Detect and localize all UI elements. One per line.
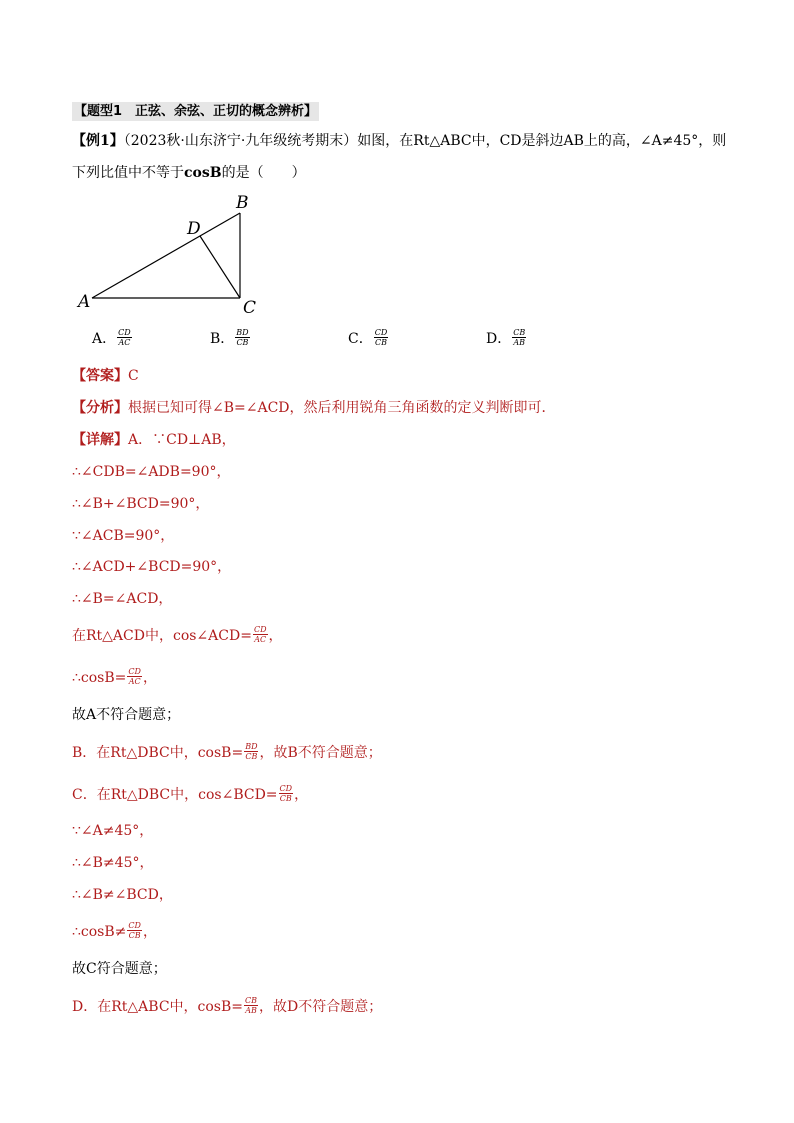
detail-line-11-num: CD xyxy=(279,783,293,793)
side-ab xyxy=(92,213,240,298)
detail-line-14: ∴∠B≠∠BCD， xyxy=(72,887,173,903)
detail-line-11-post: ， xyxy=(294,787,309,803)
detail-line-11-fraction xyxy=(279,784,294,803)
detail-line-8-post: ， xyxy=(142,670,157,686)
option-c-num: CD xyxy=(374,327,388,337)
detail-line-15-den: CB xyxy=(128,930,141,940)
option-d-num: CB xyxy=(513,327,526,337)
detail-line-12: ∵∠A≠45°， xyxy=(72,823,154,839)
label-c: C xyxy=(243,298,257,318)
detail-line-17-num: CB xyxy=(245,995,258,1005)
detail-line-10-post: ，故B不符合题意； xyxy=(259,745,382,761)
detail-line-8-text: ∴cosB= xyxy=(72,670,127,686)
label-a: A xyxy=(78,292,91,312)
section-title: 【题型1 正弦、余弦、正切的概念辨析】 xyxy=(74,104,318,119)
detail-line-11-den: CB xyxy=(279,793,292,803)
option-a-num: CD xyxy=(118,327,131,337)
detail-line-5: ∴∠ACD+∠BCD=90°， xyxy=(72,559,232,575)
question-text-2b: cosB xyxy=(184,165,222,181)
detail-line-10-text: B．在Rt△DBC中，cosB= xyxy=(72,745,244,761)
option-b-fraction xyxy=(235,328,249,347)
detail-line-8 xyxy=(72,668,157,688)
detail-line-16: 故C符合题意； xyxy=(72,961,167,977)
detail-line-15-fraction xyxy=(127,921,142,940)
detail-line-7 xyxy=(72,626,283,646)
detail-line-15-post: ， xyxy=(142,924,157,940)
option-c-letter: C． xyxy=(348,331,373,347)
question-text-2a: 下列比值中不等于 xyxy=(72,165,184,181)
detail-line-17-den: AB xyxy=(245,1005,257,1015)
question-text-1: （2023秋·山东济宁·九年级统考期末）如图，在Rt△ABC中，CD是斜边AB上的高，∠A≠45°，则 xyxy=(123,133,727,149)
detail-line-9: 故A不符合题意； xyxy=(72,707,181,723)
detail-line-7-fraction xyxy=(253,625,268,644)
option-c-fraction xyxy=(374,328,389,347)
option-c-den: CB xyxy=(374,337,387,347)
detail-line-15-num: CD xyxy=(128,920,141,930)
detail-line-2: ∴∠CDB=∠ADB=90°， xyxy=(72,464,231,480)
detail-line-7-post: ， xyxy=(268,628,283,644)
answer-value: C xyxy=(128,368,139,384)
answer-line xyxy=(72,366,139,386)
analysis-text: 根据已知可得∠B=∠ACD，然后利用锐角三角函数的定义判断即可． xyxy=(128,400,556,416)
detail-line-4: ∵∠ACB=90°， xyxy=(72,528,175,544)
label-d: D xyxy=(187,219,201,239)
detail-line-7-text: 在Rt△ACD中，cos∠ACD= xyxy=(72,628,252,644)
detail-line-7-num: CD xyxy=(253,624,267,634)
option-b-num: BD xyxy=(236,327,249,337)
detail-line-10-num: BD xyxy=(245,741,258,751)
option-a-letter: A． xyxy=(92,331,117,347)
detail-line-10-den: CB xyxy=(245,751,258,761)
answer-label: 【答案】 xyxy=(72,368,128,384)
detail-line-13: ∴∠B≠45°， xyxy=(72,855,154,871)
analysis-line xyxy=(72,398,556,418)
detail-line-15 xyxy=(72,922,157,942)
analysis-label: 【分析】 xyxy=(72,400,128,416)
detail-line-10-fraction xyxy=(244,742,258,761)
detail-line-1 xyxy=(72,430,236,450)
option-a-den: AC xyxy=(118,337,131,347)
option-c[interactable] xyxy=(348,329,389,349)
detail-line-8-den: AC xyxy=(128,676,141,686)
detail-line-17 xyxy=(72,997,382,1017)
altitude-cd xyxy=(200,236,240,298)
option-d-letter: D． xyxy=(486,331,512,347)
option-b-den: CB xyxy=(236,337,249,347)
question-label: 【例1】 xyxy=(72,133,124,149)
detail-line-15-text: ∴cosB≠ xyxy=(72,924,127,940)
detail-text-1: A．∵CD⊥AB， xyxy=(128,432,236,448)
option-a[interactable] xyxy=(92,329,133,349)
option-d-fraction xyxy=(512,328,526,347)
option-d-den: AB xyxy=(513,337,526,347)
detail-line-17-text: D．在Rt△ABC中，cosB= xyxy=(72,999,244,1015)
detail-line-11-text: C．在Rt△DBC中，cos∠BCD= xyxy=(72,787,278,803)
option-a-fraction xyxy=(117,328,132,347)
detail-line-11 xyxy=(72,785,308,805)
detail-line-8-fraction xyxy=(127,667,142,686)
option-d[interactable] xyxy=(486,329,527,349)
detail-line-7-den: AC xyxy=(254,634,267,644)
detail-line-17-post: ，故D不符合题意； xyxy=(259,999,383,1015)
label-b: B xyxy=(236,193,249,213)
detail-line-3: ∴∠B+∠BCD=90°， xyxy=(72,496,210,512)
detail-line-8-num: CD xyxy=(128,666,141,676)
detail-line-17-fraction xyxy=(244,996,258,1015)
detail-label: 【详解】 xyxy=(72,432,128,448)
detail-line-10 xyxy=(72,743,382,763)
option-b[interactable] xyxy=(210,329,251,349)
option-b-letter: B． xyxy=(210,331,235,347)
question-text-2c: 的是（ ） xyxy=(221,165,306,181)
detail-line-6: ∴∠B=∠ACD， xyxy=(72,591,173,607)
